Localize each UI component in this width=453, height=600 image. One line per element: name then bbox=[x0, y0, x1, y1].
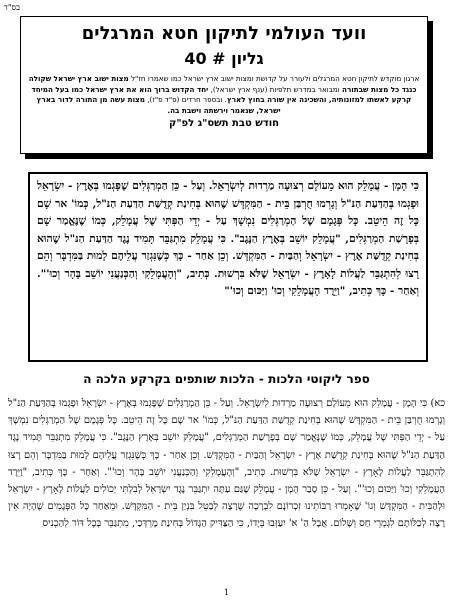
header-description bbox=[21, 69, 427, 116]
section-title: ספר ליקוטי הלכות - הלכות שותפים בקרקע הלכה ה bbox=[83, 372, 370, 386]
header-text-2: מצות ישוב ארץ ישראל שקולה כנגד כל מצות שבתורה bbox=[28, 74, 417, 94]
header-text-4: יחד הקדוש ברוך הוא את ארץ ישראל כמו בעל המיחד קרקע לאשתו למזונותיה, והשכינה אין שורה בחוץ לארץ bbox=[31, 84, 412, 104]
issue-number: גליון # 40 bbox=[184, 49, 264, 68]
body-text: כא) כִּי הָמָן - עֲמָלֵק הוּא מֵעוֹלָם רְצוּעָה מַרְדוּת לְיִשְׂרָאֵל. וְעַל - כֵּן הַמְרַגְּלִים שֶׁפָּגְמוּ בְּאֶרֶץ - יִשְׂרָאֵל וּפָגְמוּ בְּהַדַּעַת הַנּ"ל וְגָרְמוּ חֻרְבַּן בֵּית - הַמִּקְדָּשׁ שֶׁהוּא בְּחִינַת קְדֻשַּׁת הַדַּעַת הַנּ"ל, כְּמוֹ' אר שָׁם כָּל זֶה הֵיטֵב. כָּל פְּגָמָם שֶׁל הַמְרַגְּלִים נִמְשָׁךְ עַל - יְדֵי הַפְּתִּי שֶׁל עֲמָלֵק, כְּמוֹ שֶׁנֶּאֱמַר שָׁם בְּפָרָשַׁת הַמְרַגְּלִים, "עֲמָלֵק יוֹשֵׁב בְּאֶרֶץ הַנֶּגֶב". כִּי עֲמָלֵק מִתְגַּבֵּר תָּמִיד נֶגֶד הַדַּעַת הַנּ"ל שֶׁהוּא בְּחִינַת קְדֻשַּׁת אֶרֶץ - יִשְׂרָאֵל וְהַבַּיִת - הַמִּקְדָּשׁ. וְכֵן אַחַר - כָּךְ כְּשֶׁנִּגְזַר עֲלֵיהֶם לָמוּת בַּמִּדְבָּר וְהֵם רָצוּ לְהִתְגַּבֵּר לַעֲלוֹת לָאָרֶץ - יִשְׂרָאֵל שֶׁלֹּא בִּרְשׁוּת. כְּתִיב, "וְהָעֲמָלֵקִי וְהַכְּנַעֲנִי יוֹשֵׁב בָּהָר וְכוּ'". וְאַחַר - כָּךְ כְּתִיב, "וַיֵּרֶד הָעֲמָלֵקִי וְכוּ' וַיַּכּוּם וְכוּ'". וְעַל - כֵּן סָבַר הָמָן - עֲמָלֵק שֶׁגַּם עַתָּה יִתְגַּבֵּר נֶגֶד יִשְׂרָאֵל לְבִלְתִּי יְכוֹלִים לַעֲלוֹת לָאָרֶץ - יִשְׂרָאֵל וּלְהַבִּית - הַמִּקְדָּשׁ וְגוֹ' שֶׁאָמְרוּ רַבּוֹתֵינוּ זִכְרוֹנָם לִבְרָכָה שֶׁרָצָה לְבַטֵּל בִּנְיַן בֵּית - הַמִּקְדָּשׁ. וּמֵאַחַר כָּל הַפְּגָמִים שֶׁהָיָה אֵין רָצָה לְכַלּוֹתָם לִגְמְרֵי חַס וְשָׁלוֹם. אֲבָל הַ' א' יִעַזְּבוּ בְּיָדוֹ, כִּי הַצַּדִּיק הַגָּדוֹל בְּחִינַת מָרְדְּכַי, מִתְגַּבֵּר בְּכָל דּוֹר לְהַכְנִיס bbox=[8, 398, 445, 530]
page-number: 1 bbox=[223, 588, 230, 597]
header-box bbox=[20, 16, 428, 154]
header-text-6: מצות עשה מן התורה לדור בארץ ישראל, שנאמר וירשתה וישבת בה. bbox=[36, 95, 281, 115]
page-top-mark: בס"ד bbox=[4, 3, 20, 12]
header-text-3: ומבואר במדרש תלפיות (ענף ארץ ישראל), bbox=[208, 84, 343, 94]
organization-title: וועד העולמי לתיקון חטא המרגלים bbox=[81, 23, 367, 44]
header-date: חודש טבת תשס"ג לפ"ק bbox=[168, 118, 280, 129]
header-text-1: ארגון מוקדש לתיקון חטא המרגלים ולעורר על קדושת ומצות ישוב ארץ ישראל כמו שאמרו חז"ל bbox=[128, 74, 420, 83]
header-text-5: . ובספר חרדים (פ"ד פ"ז), bbox=[144, 95, 227, 104]
quote-box: כִּי הָמָן - עֲמָלֵק הוּא מֵעוֹלָם רְצוּעָה מַרְדוּת לְיִשְׂרָאֵל. וְעַל - כֵּן הַמְרַגְּלִים שֶׁפָּגְמוּ בְּאֶרֶץ - יִשְׂרָאֵל וּפָגְמוּ בְּהַדַּעַת הַנּ"ל וְגָרְמוּ חֻרְבַּן בֵּית - הַמִּקְדָּשׁ שֶׁהוּא בְּחִינַת קְדֻשַּׁת הַדַּעַת הַנּ"ל, כְּמוֹ' אר שָׁם כָּל זֶה הֵיטֵב. כָּל פְּגָמָם שֶׁל הַמְרַגְּלִים נִמְשָׁךְ עַל - יְדֵי הַפְּתִּי שֶׁל עֲמָלֵק, כְּמוֹ שֶׁנֶּאֱמַר שָׁם בְּפָרָשַׁת הַמְרַגְּלִים, "עֲמָלֵק יוֹשֵׁב בְּאֶרֶץ הַנֶּגֶב". כִּי עֲמָלֵק מִתְגַּבֵּר תָּמִיד נֶגֶד הַדַּעַת הַנּ"ל שֶׁהוּא בְּחִינַת קְדֻשַּׁת אֶרֶץ - יִשְׂרָאֵל וְהַבַּיִת - הַמִּקְדָּשׁ. וְכֵן אַחַר - כָּךְ כְּשֶׁנִּגְזַר עֲלֵיהֶם לָמוּת בַּמִּדְבָּר וְהֵם רָצוּ לְהִתְגַּבֵּר לַעֲלוֹת לָאָרֶץ - יִשְׂרָאֵל שֶׁלֹּא בִּרְשׁוּת. כְּתִיב, "וְהָעֲמָלֵקִי וְהַכְּנַעֲנִי יוֹשֵׁב בָּהָר וְכוּ'". וְאַחַר - כָּךְ כְּתִיב, "וַיֵּרֶד הָעֲמָלֵקִי וְכוּ' וַיַּכּוּם וְכוּ'" bbox=[28, 172, 428, 362]
